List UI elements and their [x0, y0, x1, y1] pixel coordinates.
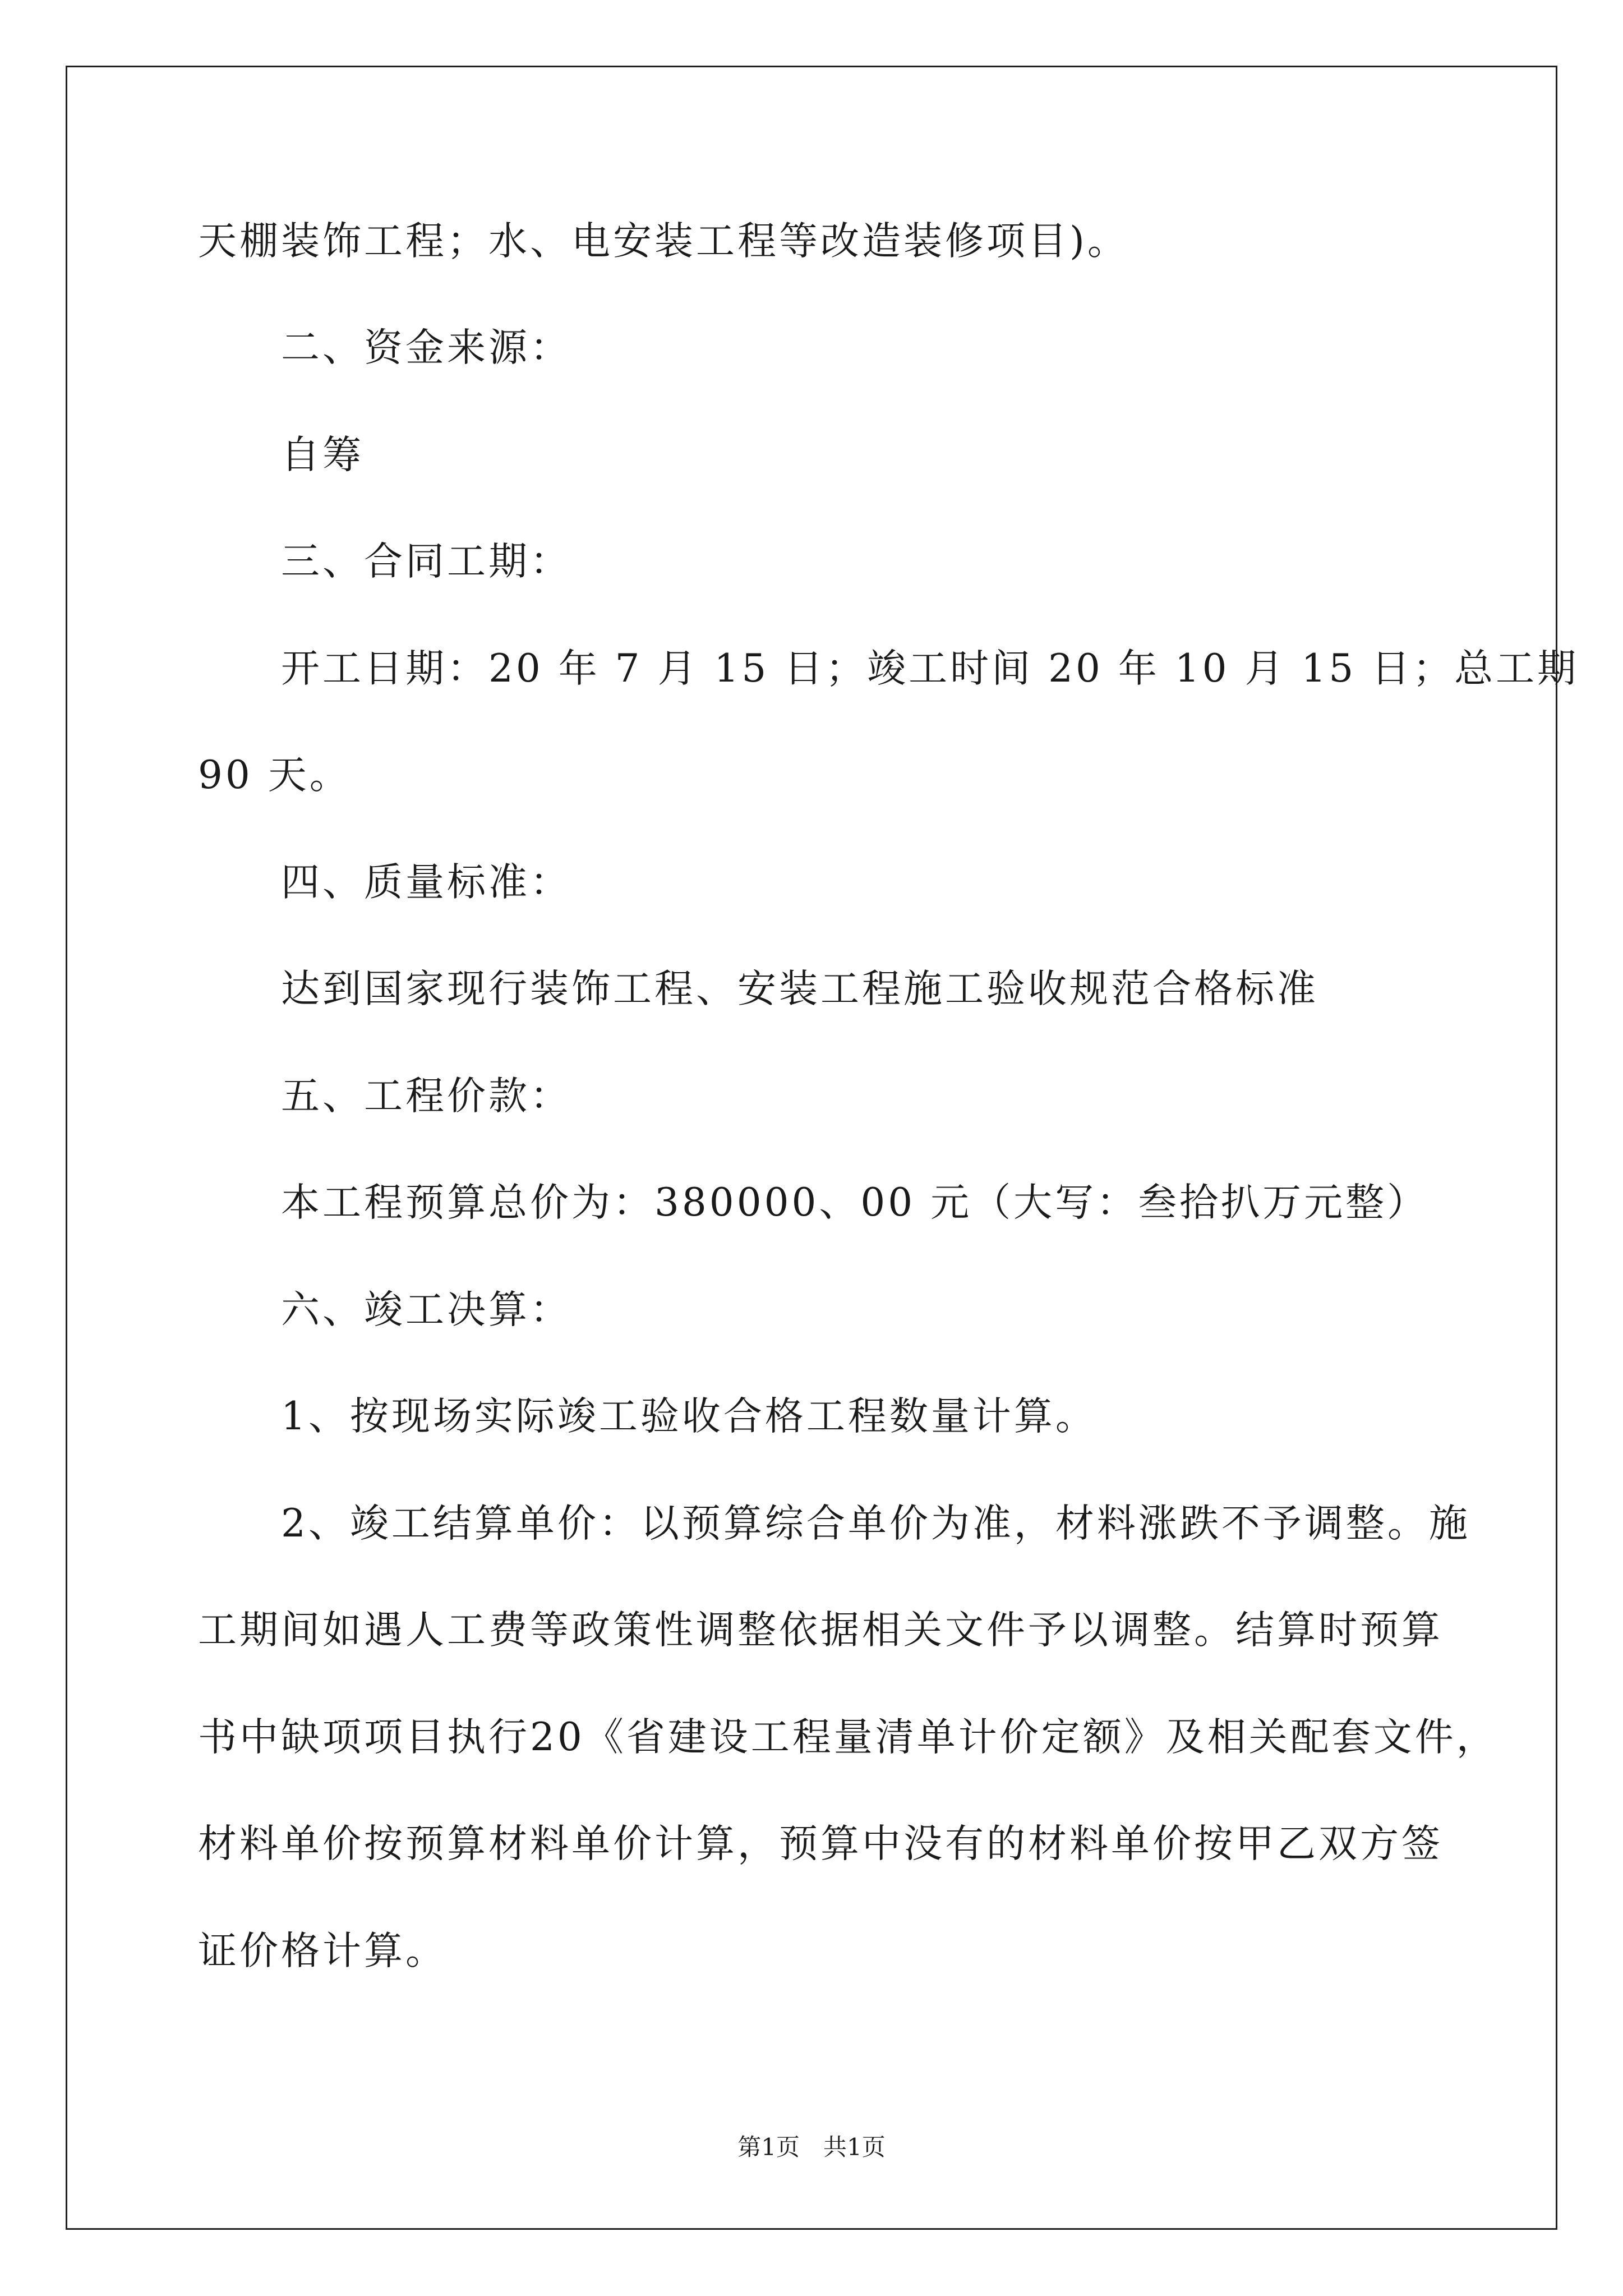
- section-heading: 三、合同工期：: [281, 539, 571, 584]
- section-heading: 六、竣工决算：: [281, 1287, 571, 1332]
- text-line: 证价格计算。: [198, 1929, 447, 1973]
- page-footer: 第1页 共1页: [737, 2133, 886, 2161]
- section-heading: 二、资金来源：: [281, 325, 571, 370]
- text-line: 90 天。: [198, 753, 351, 798]
- text-line: 自筹: [281, 432, 364, 477]
- text-line: 材料单价按预算材料单价计算，预算中没有的材料单价按甲乙双方签: [198, 1821, 1443, 1866]
- text-line: 达到国家现行装饰工程、安装工程施工验收规范合格标准: [281, 967, 1318, 1011]
- section-heading: 四、质量标准：: [281, 860, 571, 905]
- text-line: 天棚装饰工程；水、电安装工程等改造装修项目)。: [198, 219, 1129, 264]
- text-line: 书中缺项项目执行20《省建设工程量清单计价定额》及相关配套文件，: [198, 1715, 1498, 1760]
- text-line: 本工程预算总价为：380000、00 元（大写：叁拾扒万元整）: [281, 1180, 1429, 1225]
- section-heading: 五、工程价款：: [281, 1074, 571, 1119]
- text-line: 2、竣工结算单价：以预算综合单价为准，材料涨跌不予调整。施: [281, 1501, 1470, 1546]
- text-line: 1、按现场实际竣工验收合格工程数量计算。: [281, 1394, 1097, 1439]
- text-line: 工期间如遇人工费等政策性调整依据相关文件予以调整。结算时预算: [198, 1608, 1443, 1653]
- page-border: [66, 66, 1557, 2230]
- text-line: 开工日期：20 年 7 月 15 日；竣工时间 20 年 10 月 15 日；总工期: [281, 646, 1579, 691]
